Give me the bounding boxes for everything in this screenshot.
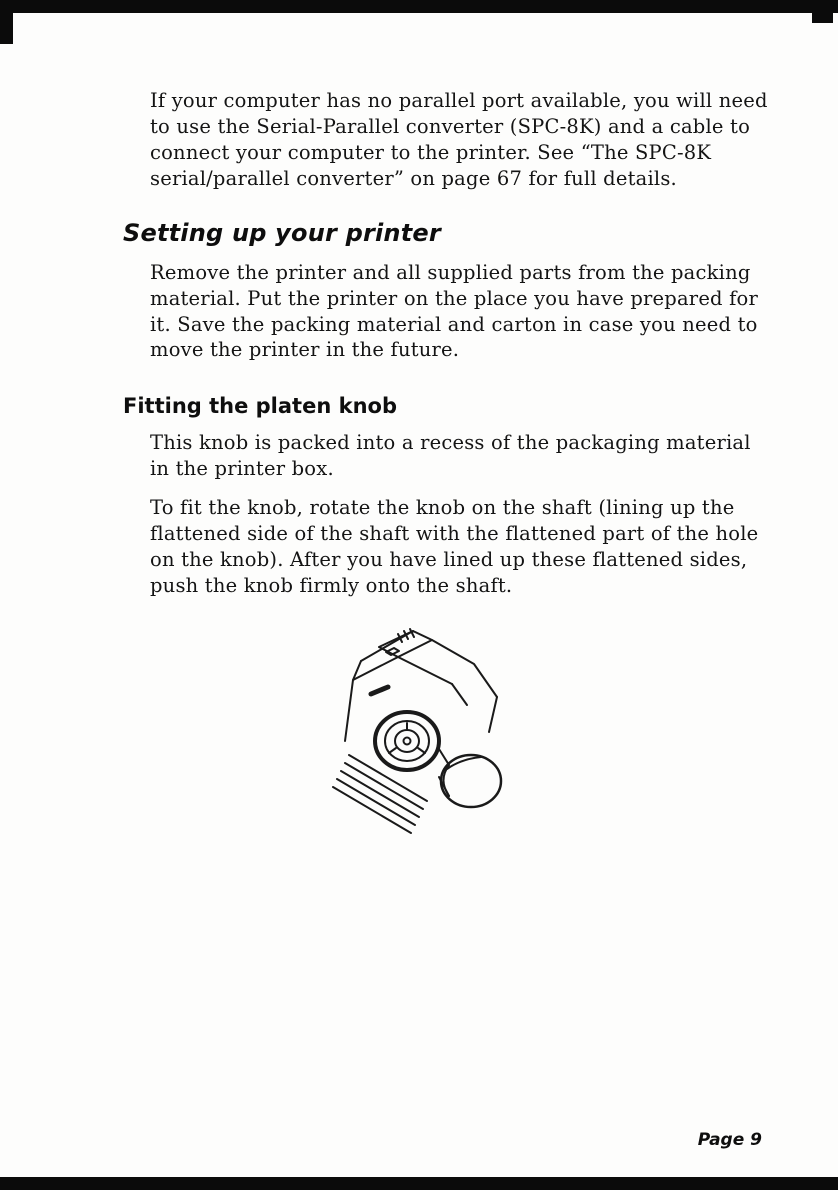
printer-knob-drawing-svg (301, 619, 531, 849)
scan-right-corner-mark (812, 0, 833, 23)
scan-left-corner-mark (0, 0, 13, 44)
section-heading: Setting up your printer (123, 218, 441, 247)
scan-bottom-bar (0, 1177, 838, 1190)
section-paragraph: Remove the printer and all supplied parts from the packing material. Put the printer on the place you have prepared for it. Save the packing material and carton in case you need to move the printer in the future. (150, 260, 759, 362)
page-number: Page 9 (697, 1130, 762, 1150)
intro-paragraph: If your computer has no parallel port available, you will need to use the Serial-Parallel converter (SPC-8K) and a cable to connect your computer to the printer. See “The SPC-8K serial/parallel converter” on page 67 for full details. (150, 89, 768, 190)
page-content (123, 88, 768, 853)
printer-knob-illustration (301, 619, 531, 853)
scan-top-bar (0, 0, 838, 13)
subsection-paragraph-2: To fit the knob, rotate the knob on the shaft (lining up the flattened side of the shaft with the flattened part of the hole on the knob). After you have lined up these flattened sides, push the knob firmly onto the shaft. (150, 496, 759, 597)
subsection-heading: Fitting the platen knob (123, 394, 397, 419)
subsection-paragraph-1: This knob is packed into a recess of the packaging material in the printer box. (150, 431, 751, 481)
